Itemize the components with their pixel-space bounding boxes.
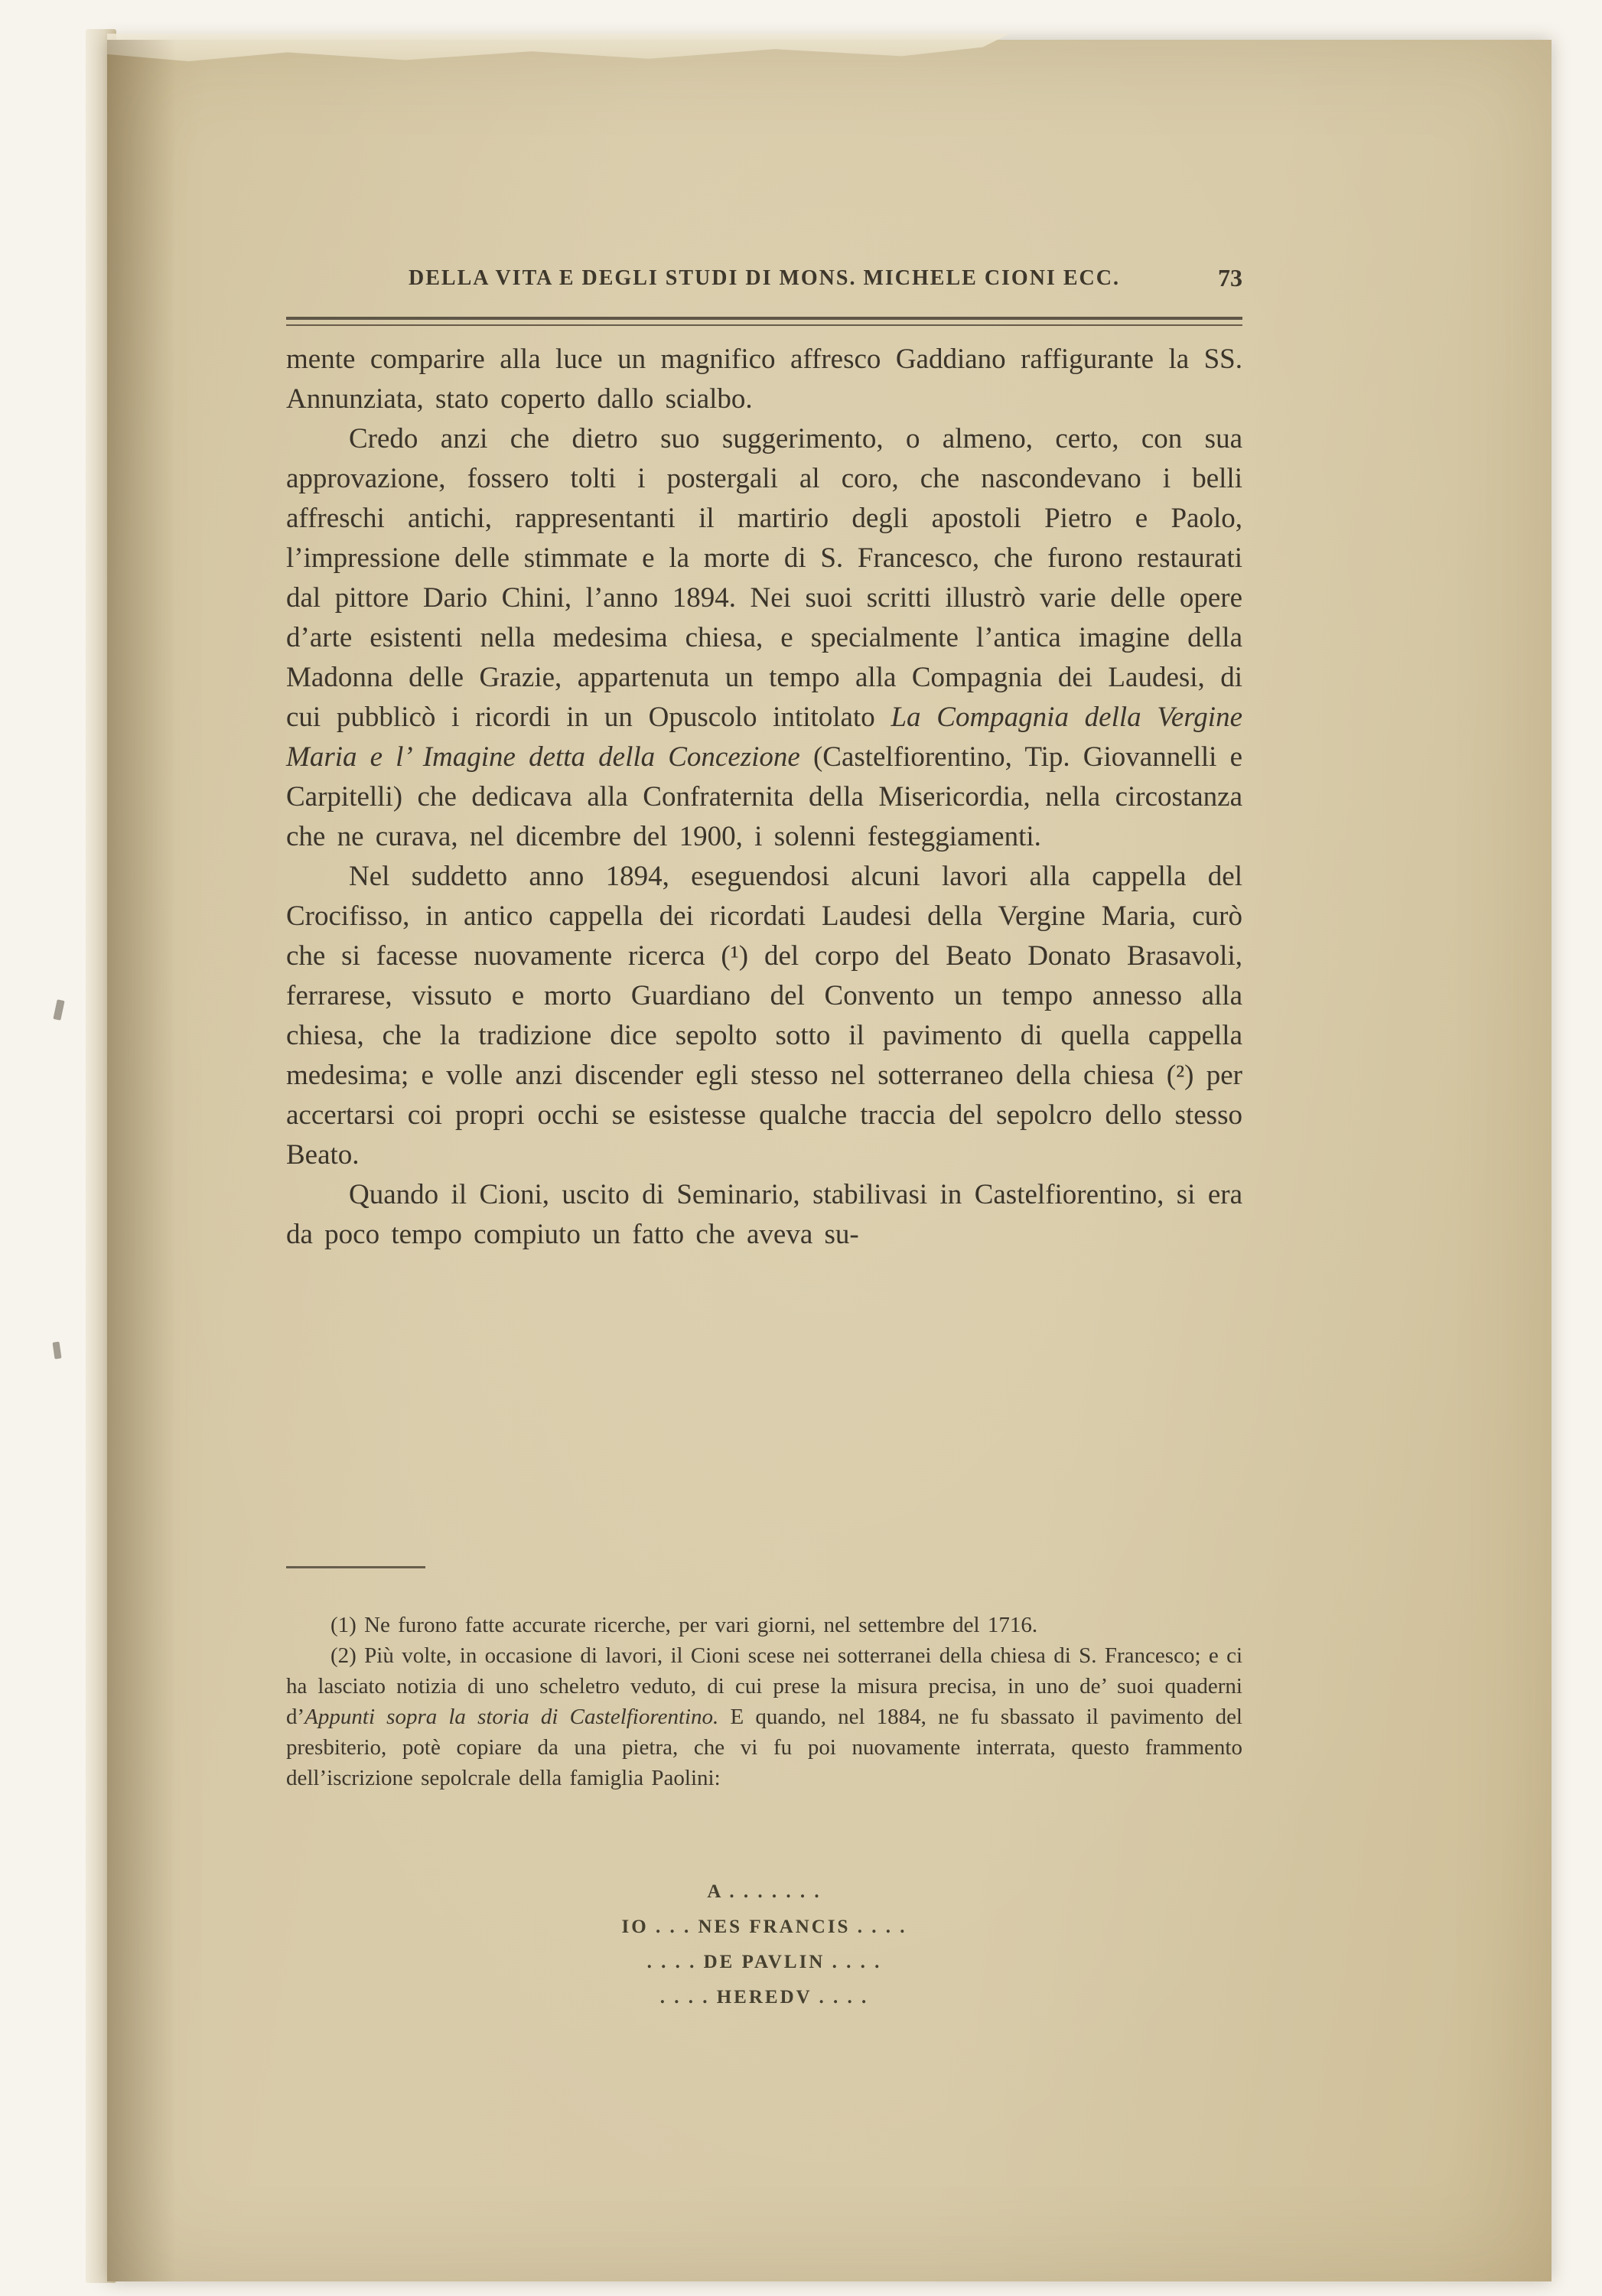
inscription-line: . . . . DE PAVLIN . . . . bbox=[646, 1952, 882, 1972]
header-rule bbox=[286, 317, 1242, 326]
inscription-fragment bbox=[286, 1874, 1242, 2015]
body-paragraph bbox=[286, 340, 1242, 419]
footnote-2 bbox=[286, 1640, 1242, 1793]
running-title: DELLA VITA E DEGLI STUDI DI MONS. MICHELE CIONI ECC. bbox=[409, 266, 1120, 290]
scan-artifact bbox=[53, 999, 64, 1021]
footnotes bbox=[286, 1610, 1242, 1793]
body-paragraph bbox=[286, 857, 1242, 1175]
paragraph-text-italic: La Compagnia della Vergine Maria e l’ Imagine detta della Concezione bbox=[286, 702, 1243, 773]
footnote-1 bbox=[286, 1610, 1242, 1640]
scan-artifact bbox=[53, 1341, 62, 1359]
footnote-separator bbox=[286, 1566, 425, 1568]
paragraph-text: Credo anzi che dietro suo suggerimento, o almeno, certo, con sua approvazione, fossero tolti i postergali al coro, che nascondevano i belli affreschi antichi, rappresentanti il martirio degli apostoli Pietro e Paolo, l’impressione delle stimmate e la morte di S. Francesco, che furono restaurati dal pittore Dario Chini, l’anno 1894. Nei suoi scritti illustrò varie delle opere d’arte esistenti nella medesima chiesa, e specialmente l’antica imagine della Madonna delle Grazie, appartenuta un tempo alla Compagnia dei Laudesi, di cui pubblicò i ricordi in un Opuscolo intitolato bbox=[286, 423, 1242, 733]
inscription-line: IO . . . NES FRANCIS . . . . bbox=[621, 1917, 907, 1937]
footnote-text-italic: Appunti sopra la storia di Castelfiorentino. bbox=[304, 1705, 719, 1729]
body-paragraph bbox=[286, 419, 1242, 857]
footnote-text: E quando, nel 1884, ne fu sbassato il pavimento del presbiterio, potè copiare da una pietra, che vi fu poi nuovamente interrata, questo frammento dell’iscrizione sepolcrale della famiglia Paolini: bbox=[286, 1705, 1242, 1790]
torn-top-edge bbox=[107, 34, 1010, 66]
footnote-text: (2) Più volte, in occasione di lavori, il Cioni scese nei sotterranei della chiesa di S. Francesco; e ci ha lasciato notizia di uno scheletro veduto, di cui prese la misura precisa, in uno de’ suoi quaderni d’ bbox=[286, 1643, 1242, 1729]
paragraph-text: Nel suddetto anno 1894, eseguendosi alcuni lavori alla cappella del Crocifisso, in antico cappella dei ricordati Laudesi della Vergine Maria, curò che si facesse nuovamente ricerca (¹) del corpo del Beato Donato Brasavoli, ferrarese, vissuto e morto Guardiano del Convento un tempo annesso alla chiesa, che la tradizione dice sepolto sotto il pavimento di quella cappella medesima; e volle anzi discender egli stesso nel sotterraneo della chiesa (²) per accertarsi coi propri occhi se esistesse qualche traccia del sepolcro dello stesso Beato. bbox=[286, 861, 1242, 1171]
page-number: 73 bbox=[1218, 264, 1242, 291]
binding-shadow bbox=[107, 40, 176, 2281]
body-paragraph bbox=[286, 1175, 1242, 1255]
page-body bbox=[286, 340, 1242, 1255]
page-header bbox=[286, 266, 1242, 297]
book-page bbox=[107, 40, 1552, 2281]
inscription-line: . . . . HEREDV . . . . bbox=[659, 1987, 869, 2008]
paragraph-text: mente comparire alla luce un magnifico affresco Gaddiano raffigurante la SS. Annunziata, stato coperto dallo scialbo. bbox=[286, 344, 1242, 415]
paragraph-text: (Castelfiorentino, Tip. Giovannelli e Carpitelli) che dedicava alla Confraternita della Misericordia, nella circostanza che ne curava, nel dicembre del 1900, i solenni festeggiamenti. bbox=[286, 741, 1242, 852]
inscription-line: A . . . . . . . bbox=[707, 1881, 822, 1902]
footnote-text: (1) Ne furono fatte accurate ricerche, per vari giorni, nel settembre del 1716. bbox=[330, 1613, 1038, 1637]
paragraph-text: Quando il Cioni, uscito di Seminario, stabilivasi in Castelfiorentino, si era da poco tempo compiuto un fatto che aveva su- bbox=[286, 1179, 1242, 1250]
